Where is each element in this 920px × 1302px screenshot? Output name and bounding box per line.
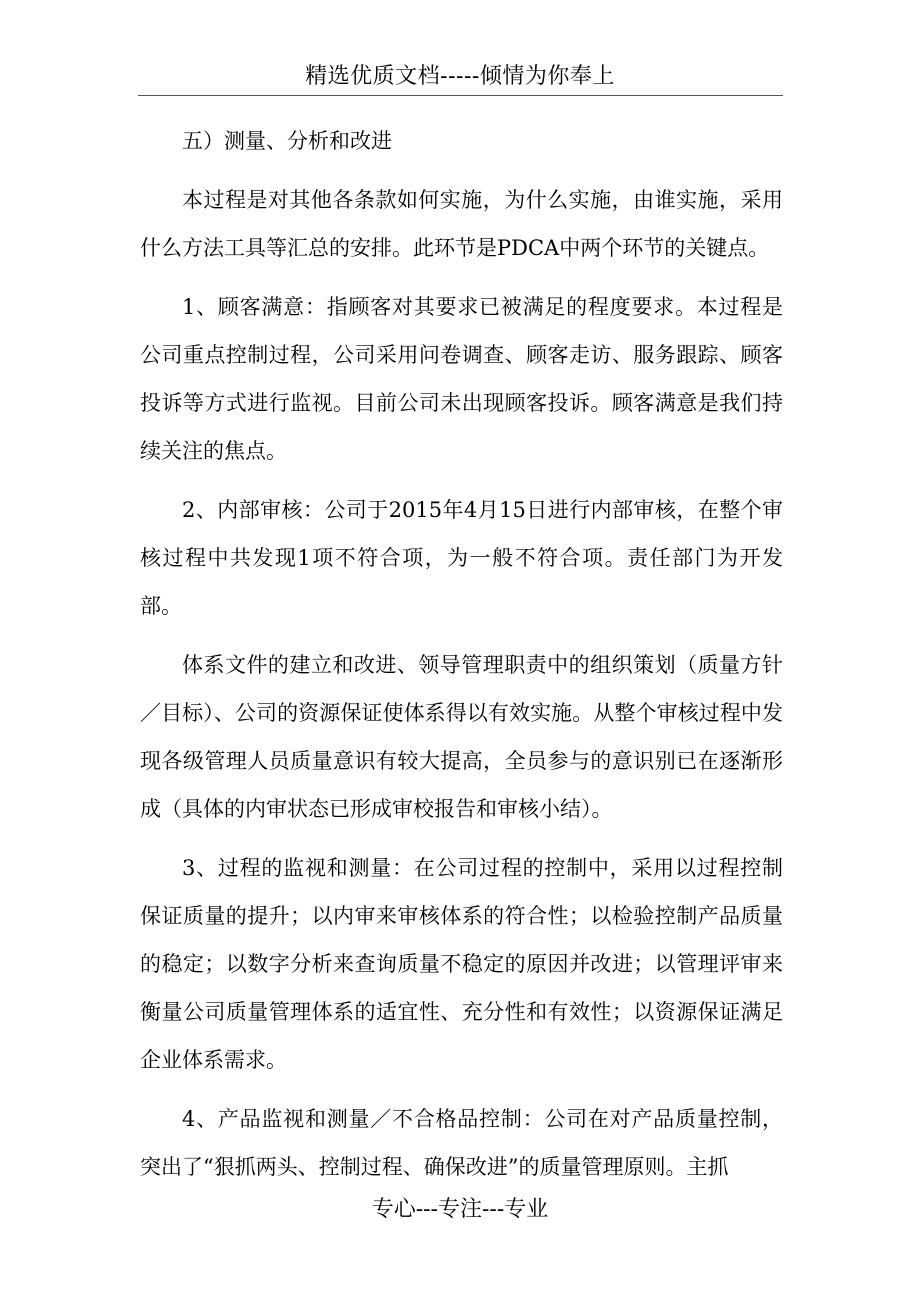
paragraph-product-monitoring: 4、产品监视和测量／不合格品控制：公司在对产品质量控制，突出了“狠抓两头、控制过程、确保改进”的质量管理原则。主抓	[140, 1107, 783, 1179]
paragraph-system-documents: 体系文件的建立和改进、领导管理职责中的组织策划（质量方针／目标）、公司的资源保证使体系得以有效实施。从整个审核过程中发现各级管理人员质量意识有较大提高，全员参与的意识别已在逐渐形成（具体的内审状态已形成审校报告和审核小结）。	[140, 653, 783, 821]
page-header: 精选优质文档-----倾情为你奉上	[305, 64, 615, 89]
header-divider	[138, 95, 783, 96]
paragraph-intro: 本过程是对其他各条款如何实施，为什么实施，由谁实施，采用什么方法工具等汇总的安排。此环节是PDCA中两个环节的关键点。	[140, 188, 783, 260]
document-body	[140, 117, 783, 1191]
paragraph-internal-audit: 2、内部审核：公司于2015年4月15日进行内部审核，在整个审核过程中共发现1项不符合项，为一般不符合项。责任部门为开发部。	[140, 498, 783, 618]
paragraph-process-monitoring: 3、过程的监视和测量：在公司过程的控制中，采用以过程控制保证质量的提升；以内审来审核体系的符合性；以检验控制产品质量的稳定；以数字分析来查询质量不稳定的原因并改进；以管理评审来衡量公司质量管理体系的适宜性、充分性和有效性；以资源保证满足企业体系需求。	[140, 856, 783, 1072]
section-title: 五）测量、分析和改进	[182, 129, 392, 153]
page-footer: 专心---专注---专业	[371, 1197, 549, 1222]
paragraph-customer-satisfaction: 1、顾客满意：指顾客对其要求已被满足的程度要求。本过程是公司重点控制过程，公司采用问卷调查、顾客走访、服务跟踪、顾客投诉等方式进行监视。目前公司未出现顾客投诉。顾客满意是我们持续关注的焦点。	[140, 295, 783, 463]
